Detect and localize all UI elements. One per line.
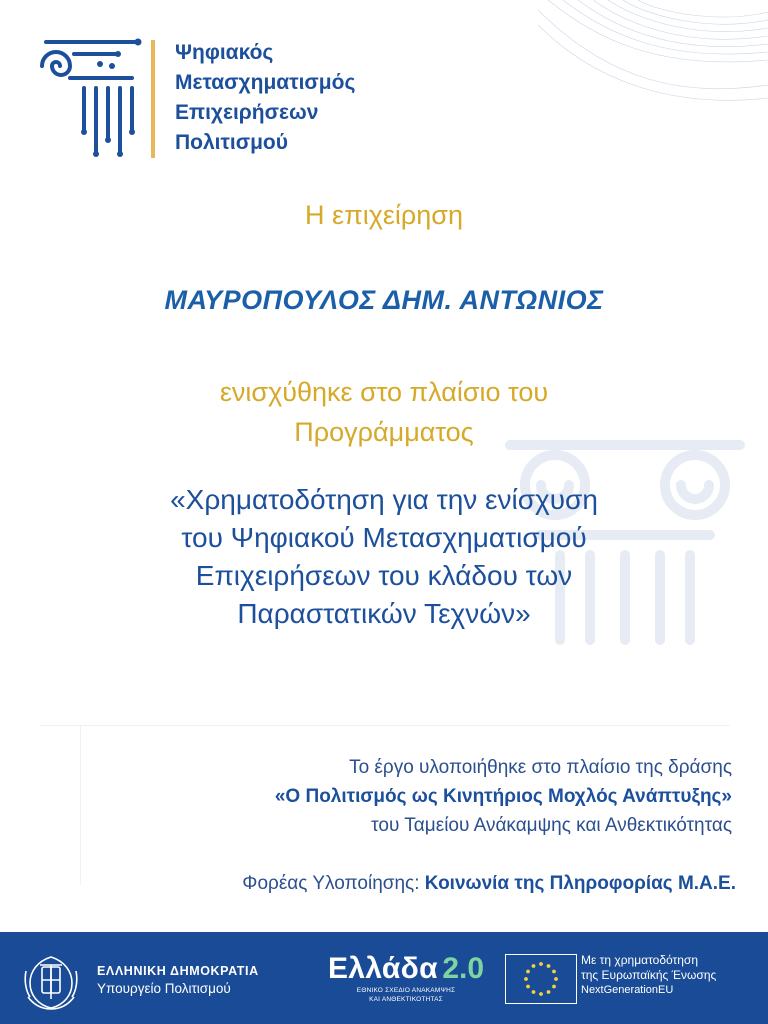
program-line: του Ψηφιακού Μετασχηματισμού [181, 522, 587, 553]
eu-star [524, 977, 528, 981]
logo-title [175, 38, 355, 158]
ministry-line1: ΕΛΛΗΝΙΚΗ ΔΗΜΟΚΡΑΤΙΑ [97, 964, 259, 978]
eu-star [532, 990, 536, 994]
divider [40, 725, 730, 726]
logo-line: Επιχειρήσεων [175, 101, 319, 124]
eu-line: NextGenerationEU [581, 984, 674, 996]
greece-word: Ελλάδα [327, 952, 438, 985]
action-block [275, 753, 732, 840]
intro-text: Η επιχείρηση [305, 200, 463, 230]
business-name: ΜΑΥΡΟΠΟΥΛΟΣ ΔΗΜ. ΑΝΤΩΝΙΟΣ [164, 285, 604, 315]
action-line: του Ταμείου Ανάκαμψης και Ανθεκτικότητας [371, 815, 732, 836]
action-name: «Ο Πολιτισμός ως Κινητήριος Μοχλός Ανάπτυξης» [274, 786, 732, 807]
logo-line: Μετασχηματισμός [175, 71, 356, 94]
greek-coat-of-arms-icon [20, 951, 82, 1013]
eu-star [532, 964, 536, 968]
supported-text [0, 372, 768, 452]
ionic-column-circuit-icon [38, 36, 148, 160]
greece-subtitle: ΕΘΝΙΚΟ ΣΧΕΔΙΟ ΑΝΑΚΑΜΨΗΣ [356, 987, 456, 994]
divider [80, 725, 81, 885]
supported-line: ενισχύθηκε στο πλαίσιο του [219, 377, 549, 407]
decorative-waves [538, 0, 768, 110]
footer-banner [0, 932, 768, 1024]
greece-subtitle: ΚΑΙ ΑΝΘΕΚΤΙΚΟΤΗΤΑΣ [369, 996, 443, 1003]
eu-star [552, 985, 556, 989]
greece-version: 2.0 [442, 952, 485, 985]
eu-funding-text [581, 953, 716, 998]
eu-line: Με τη χρηματοδότηση [581, 953, 698, 967]
implementer-name: Κοινωνία της Πληροφορίας Μ.Α.Ε. [424, 873, 736, 894]
implementer-label: Φορέας Υλοποίησης: [242, 873, 420, 894]
eu-star [554, 977, 558, 981]
action-line: Το έργο υλοποιήθηκε στο πλαίσιο της δράσης [349, 757, 732, 778]
program-title [0, 481, 768, 633]
program-line: Παραστατικών Τεχνών» [237, 598, 531, 629]
logo-line: Ψηφιακός [175, 41, 274, 64]
program-line: «Χρηματοδότηση για την ενίσχυση [170, 484, 598, 515]
eu-star [539, 962, 543, 966]
eu-star [526, 970, 530, 974]
eu-star [526, 985, 530, 989]
eu-star [539, 992, 543, 996]
eu-line: της Ευρωπαϊκής Ένωσης [581, 968, 717, 982]
eu-star [552, 970, 556, 974]
greece-2-0-logo [318, 952, 494, 1004]
supported-line: Προγράμματος [294, 417, 474, 447]
ministry-line2: Υπουργείο Πολιτισμού [97, 981, 231, 996]
program-line: Επιχειρήσεων του κλάδου των [195, 560, 573, 591]
ministry-block [97, 964, 259, 996]
logo-divider [151, 40, 155, 158]
eu-star [547, 964, 551, 968]
eu-flag-icon [505, 954, 577, 1004]
logo-line: Πολιτισμού [175, 131, 288, 154]
implementer-line [242, 873, 736, 895]
eu-star [547, 990, 551, 994]
